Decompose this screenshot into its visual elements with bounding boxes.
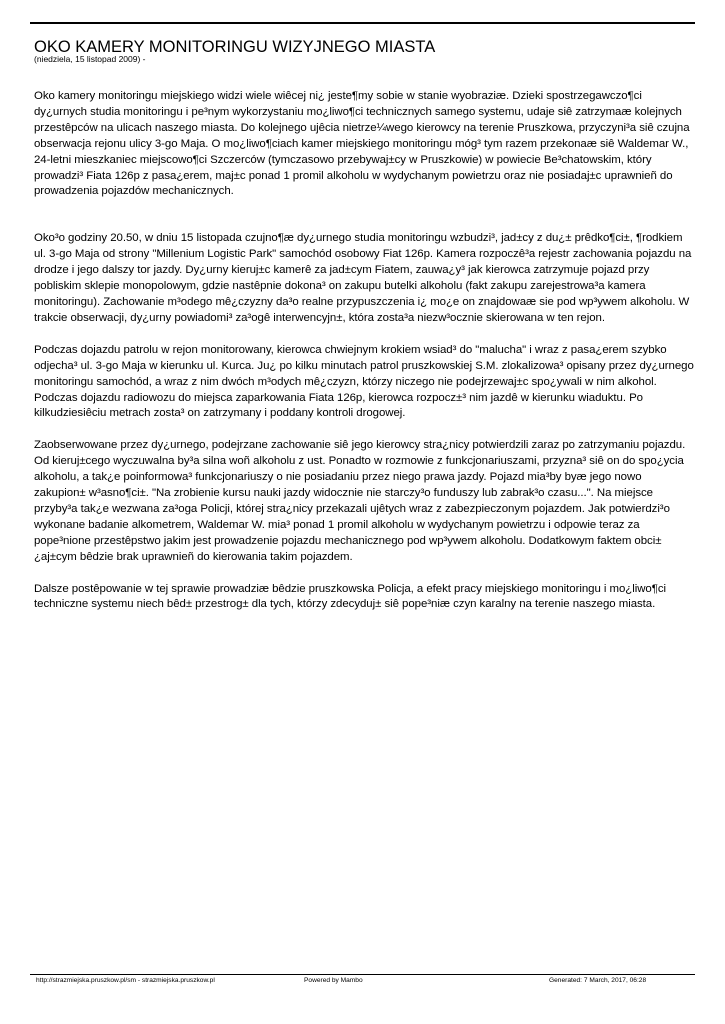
article-paragraph: Dalsze postêpowanie w tej sprawie prowadziæ bêdzie pruszkowska Policja, a efekt pracy miejskiego monitoringu i mo¿liwo¶ci techniczne systemu niech bêd± przestrog± dla tych, którzy zdecyduj± siê pope³niæ czyn karalny na terenie naszego miasta. (34, 582, 666, 611)
article-paragraph: Oko³o godziny 20.50, w dniu 15 listopada czujno¶æ dy¿urnego studia monitoringu wzbudzi³, jad±cy z du¿± prêdko¶ci±, ¶rodkiem ul. 3-go Maja od strony "Millenium Logistic Park" samochód osobowy Fiat 126p. Kamera rozpoczê³a rejestr zachowania pojazdu na drodze i jego dalszy tor jazdy. Dy¿urny kieruj±c kamerê za jad±cym Fiatem, zauwa¿y³ jak kierowca zatrzymuje pojazd przy pobliskim sklepie monopolowym, gdzie nastêpnie dokona³ on zakupu butelki alkoholu (fakt zakupu zarejestrowa³a kamera monitoringu). Zachowanie m³odego mê¿czyzny da³o realne przypuszczenia i¿ mo¿e on znajdowaæ sie pod wp³ywem alkoholu. W trakcie obserwacji, dy¿urny powiadomi³ za³ogê interwencyjn±, która zosta³a niezw³ocznie skierowana w ten rejon. (34, 232, 692, 324)
footer-source-url: http://strazmiejska.pruszkow.pl/sm - strazmiejska.pruszkow.pl (36, 977, 215, 984)
footer-generated-date: Generated: 7 March, 2017, 06:28 (549, 977, 647, 984)
footer-powered-by: Powered by Mambo (304, 977, 363, 984)
article-title: OKO KAMERY MONITORINGU WIZYJNEGO MIASTA (34, 38, 436, 56)
article-paragraph: Zaobserwowane przez dy¿urnego, podejrzane zachowanie siê jego kierowcy stra¿nicy potwierdzili zaraz po zatrzymaniu pojazdu. Od kieruj±cego wyczuwalna by³a silna woñ alkoholu z ust. Ponadto w rozmowie z funkcjonariuszami, przyzna³ siê on do spo¿ycia alkoholu, a tak¿e poinformowa³ funkcjonariuszy o nie posiadaniu przez niego prawa jazdy. Pojazd mia³by byæ jego nowo zakupion± w³asno¶ci±. "Na zrobienie kursu nauki jazdy widocznie nie starczy³o funduszy lub zabrak³o czasu...". Na miejsce przyby³a tak¿e wezwana za³oga Policji, której stra¿nicy przekazali ujêtych wraz z zabezpieczonym pojazdem. Jak potwierdzi³o wykonane badanie alkometrem, Waldemar W. mia³ ponad 1 promil alkoholu w wydychanym powietrzu i odpowie teraz za pope³nione przestêpstwo jakim jest prowadzenie pojazdu mechanicznego pod wp³ywem alkoholu. Dodatkowym faktem obci±¿aj±cym bêdzie brak uprawnieñ do kierowania takim pojazdem. (34, 439, 686, 563)
article-date: (niedziela, 15 listopad 2009) - (34, 54, 146, 64)
header-rule (30, 22, 695, 24)
article-paragraph: Podczas dojazdu patrolu w rejon monitorowany, kierowca chwiejnym krokiem wsiad³ do "malucha" i wraz z pasa¿erem szybko odjecha³ ul. 3-go Maja w kierunku ul. Kurca. Ju¿ po kilku minutach patrol pruszkowskiej S.M. zlokalizowa³ opisany przez dy¿urnego monitoringu samochód, a wraz z nim dwóch m³odych mê¿czyzn, którzy niczego nie podejrzewaj±c spo¿ywali w nim alkohol. Podczas dojazdu radiowozu do miejsca zaparkowania Fiata 126p, kierowca rozpocz±³ nim jazdê w kierunku wiaduktu. Po kilkudziesiêciu metrach zosta³ on zatrzymany i poddany kontroli drogowej. (34, 343, 694, 420)
article-paragraph: Oko kamery monitoringu miejskiego widzi wiele wiêcej ni¿ jeste¶my sobie w stanie wyobraziæ. Dzieki spostrzegawczo¶ci dy¿urnych studia monitoringu i pe³nym wykorzystaniu mo¿liwo¶ci technicznych samego systemu, udaje siê zatrzymaæ kolejnych przestêpców na ulicach naszego miasta. Do kolejnego ujêcia nietrze¼wego kierowcy na terenie Pruszkowa, przyczyni³a siê czujna obserwacja rejonu ulicy 3-go Maja. O mo¿liwo¶ciach kamer miejskiego monitoringu móg³ tym razem przekonaæ siê Waldemar W., 24-letni mieszkaniec miejscowo¶ci Szczerców (tymczasowo przebywaj±cy w Pruszkowie) w powiecie Be³chatowskim, który prowadzi³ Fiata 126p z pasa¿erem, maj±c ponad 1 promil alkoholu w wydychanym powietrzu oraz nie posiadaj±c uprawnieñ do prowadzenia pojazdów mechanicznych. (34, 90, 690, 198)
footer-rule (30, 974, 695, 975)
article-body (34, 89, 696, 613)
